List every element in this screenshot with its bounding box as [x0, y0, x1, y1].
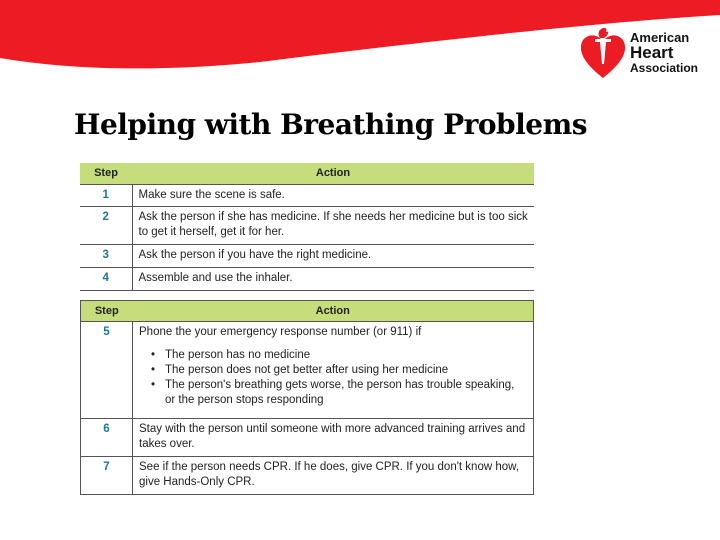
logo-line-1: American: [630, 30, 690, 45]
step-number: 2: [80, 206, 132, 244]
table-header-row: [81, 301, 534, 322]
steps-table-2: [80, 300, 534, 495]
table-row: [80, 184, 534, 206]
header-step: Step: [80, 163, 132, 184]
heart-torch-icon: [578, 26, 628, 80]
bullet-item: • The person has no medicine: [149, 348, 527, 363]
step-number: 1: [80, 184, 132, 206]
bullet-list: [139, 348, 527, 408]
aha-logo: [578, 26, 720, 82]
step-action: Make sure the scene is safe.: [132, 184, 534, 206]
bullet-item: • The person does not get better after using her medicine: [149, 363, 527, 378]
logo-line-3: Association: [630, 61, 699, 75]
table-header-row: [80, 163, 534, 184]
table-row: [80, 267, 534, 290]
step-action: Stay with the person until someone with more advanced training arrives and takes over.: [133, 419, 534, 457]
logo-line-2: Heart: [630, 43, 674, 62]
page-title: Helping with Breathing Problems: [74, 108, 587, 141]
header-action: Action: [133, 301, 534, 322]
step-action: [133, 322, 534, 419]
step-number: 4: [80, 267, 132, 290]
header-step: Step: [81, 301, 133, 322]
step-number: 5: [81, 322, 133, 419]
table-row: [81, 419, 534, 457]
table-row: [80, 206, 534, 244]
bullet-item: • The person's breathing gets worse, the person has trouble speaking, or the person stops responding: [149, 378, 527, 408]
table-row: [81, 322, 534, 419]
table-row: [81, 457, 534, 495]
steps-table-1: [80, 163, 534, 291]
step-action-text: Phone the your emergency response number (or 911) if: [139, 326, 422, 338]
step-number: 3: [80, 244, 132, 267]
step-action: Ask the person if you have the right medicine.: [132, 244, 534, 267]
table-row: [80, 244, 534, 267]
step-number: 7: [81, 457, 133, 495]
step-action: See if the person needs CPR. If he does, give CPR. If you don't know how, give Hands-Only CPR.: [133, 457, 534, 495]
step-action: Ask the person if she has medicine. If she needs her medicine but is too sick to get it herself, get it for her.: [132, 206, 534, 244]
step-number: 6: [81, 419, 133, 457]
step-action: Assemble and use the inhaler.: [132, 267, 534, 290]
header-action: Action: [132, 163, 534, 184]
